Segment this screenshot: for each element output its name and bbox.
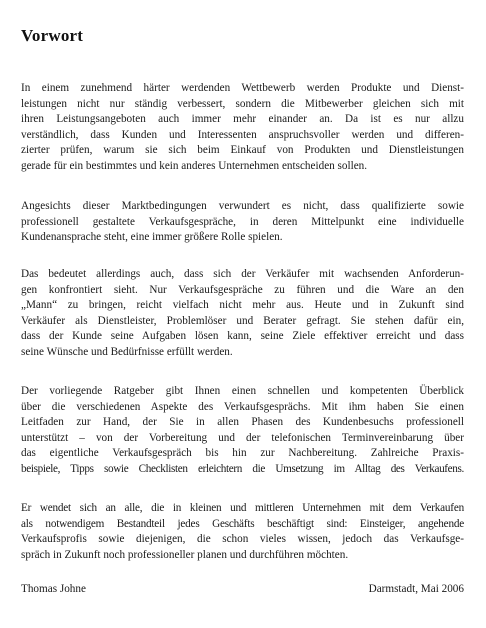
text-line: leistungen nicht nur ständig verbessert, sondern die Mitbewerber gleichen sich mit — [21, 97, 464, 110]
text-line: über die verschiedenen Aspekte des Verkaufsgesprächs. Mit ihm haben Sie einen — [21, 400, 464, 413]
text-line: ihren Leistungsangeboten auch immer mehr einander an. Da ist es nur allzu — [21, 113, 464, 126]
text-line: Er wendet sich an alle, die in kleinen und mittleren Unternehmen mit dem Verkaufen — [21, 502, 464, 514]
text-line: Verkaufsprofis sowie diejenigen, die schon vieles wissen, jedoch das Verkaufsge- — [21, 533, 464, 546]
text-line: professionell gestaltete Verkaufsgespräche, in deren Mittelpunkt eine individuelle — [21, 215, 464, 228]
text-line: In einem zunehmend härter werdenden Wettbewerb werden Produkte und Dienst- — [21, 82, 464, 94]
paragraph-intro — [21, 81, 464, 175]
text-line: verständlich, dass Kunden und Interessenten anspruchsvoller werden und differen- — [21, 128, 464, 141]
text-line: „Mann“ zu bringen, reicht vielfach nicht mehr aus. Heute und in Zukunft sind — [21, 299, 464, 312]
text-line: als notwendigem Bestandteil jedes Geschäfts beschäftigt sind: Einsteiger, angehende — [21, 517, 464, 530]
paragraph-audience — [21, 501, 464, 563]
place-and-date: Darmstadt, Mai 2006 — [368, 583, 464, 595]
text-line: seine Wünsche und Bedürfnisse erfüllt werden. — [21, 345, 233, 358]
text-line: das eigentliche Verkaufsgespräch bis hin zur Nachbereitung. Zahlreiche Praxis- — [21, 447, 464, 460]
text-line: Leitfaden zur Hand, der Sie in allen Phasen des Kundenbesuchs professionell — [21, 416, 464, 429]
text-line: zierter prüfen, warum sie sich beim Einkauf von Produkten und Dienstleistungen — [21, 144, 464, 157]
text-line: Das bedeutet allerdings auch, dass sich der Verkäufer mit wachsenden Anforderun- — [21, 268, 464, 280]
text-line: gen konfrontiert sieht. Nur Verkaufsgespräche zu führen und die Ware an den — [21, 283, 464, 296]
paragraph-requirements — [21, 267, 464, 361]
text-line: spräch in Zukunft noch professioneller planen und durchführen möchten. — [21, 548, 349, 561]
paragraph-guide-overview — [21, 384, 464, 478]
text-line: Verkäufer als Dienstleister, Problemlöser und Berater gefragt. Sie stehen dafür ein, — [21, 314, 464, 327]
text-line: Angesichts dieser Marktbedingungen verwundert es nicht, dass qualifizierte sowie — [21, 200, 464, 212]
text-line: unterstützt – von der Vorbereitung und der telefonischen Terminvereinbarung über — [21, 431, 464, 444]
text-line: Kundenansprache steht, eine immer größere Rolle spielen. — [21, 231, 283, 244]
page-title: Vorwort — [21, 26, 84, 45]
paragraph-market-conditions — [21, 199, 464, 246]
text-line: dass der Kunde seine Aufgaben lösen kann, seine Ziele effektiver erreicht und dass — [21, 330, 464, 343]
text-line: Der vorliegende Ratgeber gibt Ihnen einen schnellen und kompetenten Überblick — [21, 385, 464, 397]
author-name: Thomas Johne — [21, 583, 86, 595]
text-line: gerade für ein bestimmtes und kein anderes Unternehmen entscheiden sollen. — [21, 159, 368, 172]
text-line: beispiele, Tipps sowie Checklisten erleichtern die Umsetzung im Alltag des Verkaufens. — [21, 462, 464, 475]
